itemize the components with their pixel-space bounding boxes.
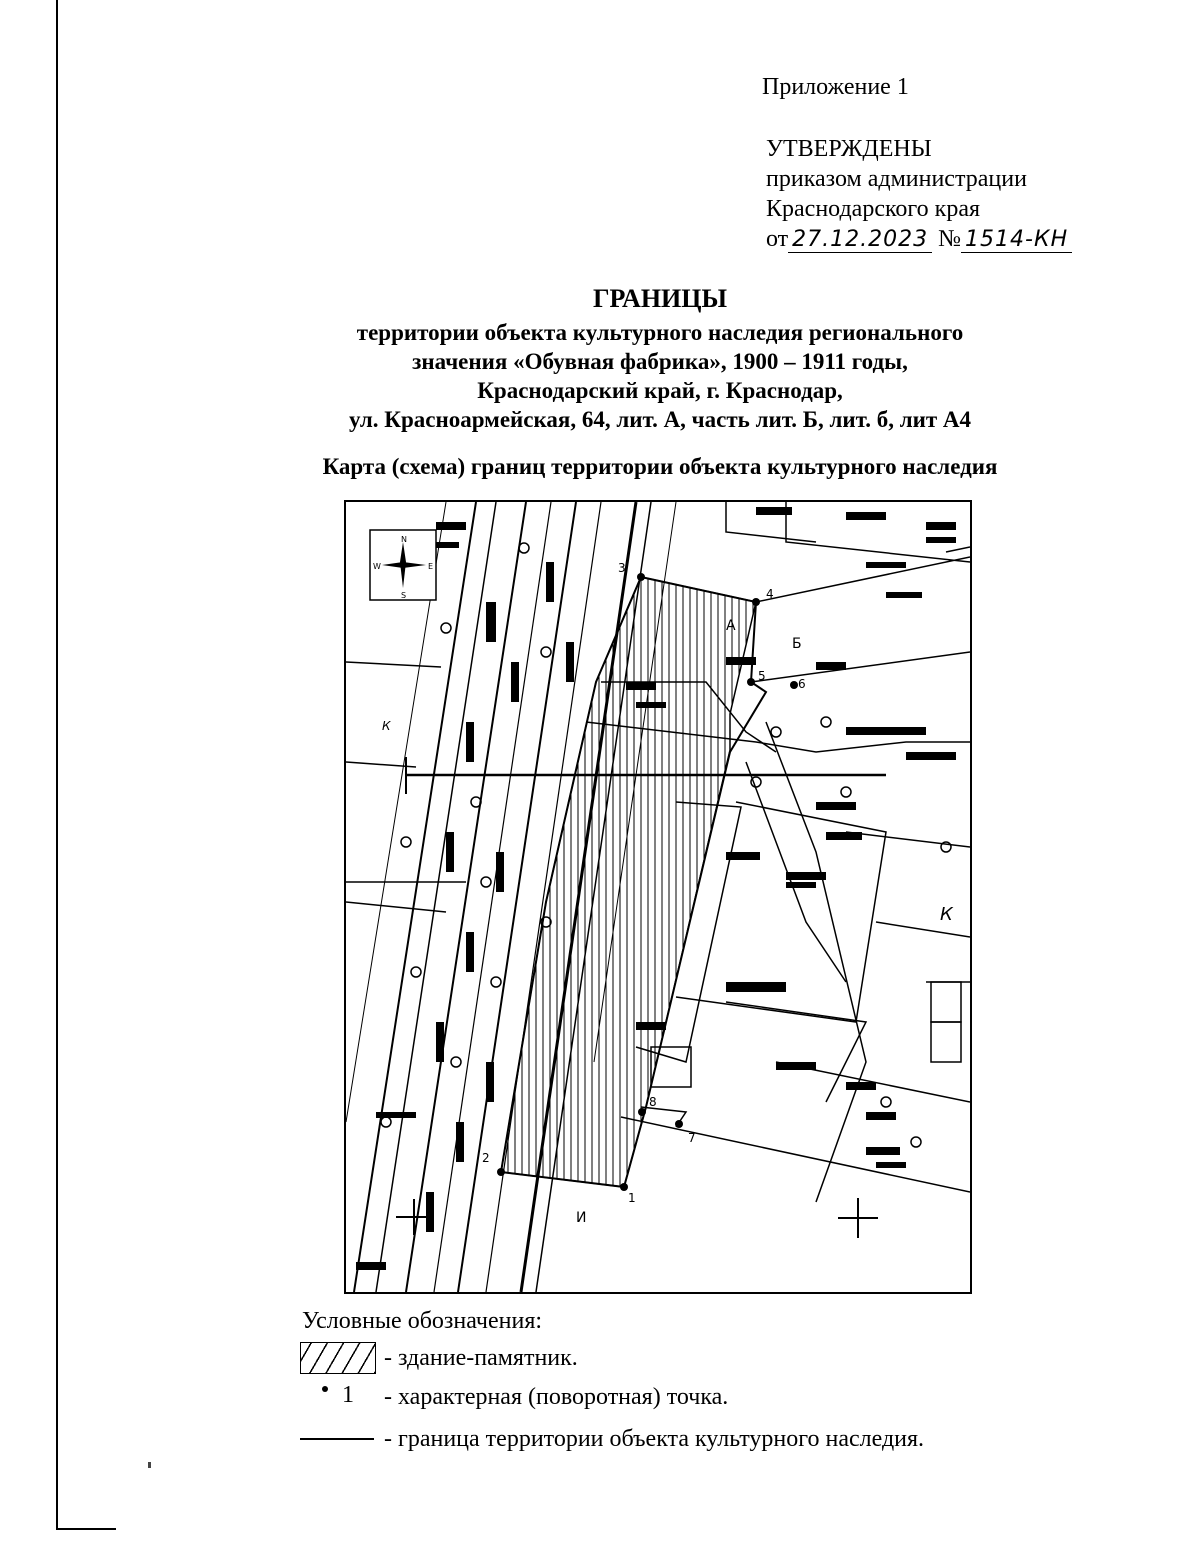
hatch-symbol — [300, 1342, 376, 1374]
point-label-4: 4 — [766, 587, 774, 601]
point-symbol-number: 1 — [342, 1382, 354, 1408]
line-symbol — [300, 1438, 374, 1440]
order-date-number — [766, 224, 1072, 254]
compass-n: N — [401, 535, 407, 544]
title-line-1: территории объекта культурного наследия регионального — [356, 320, 964, 345]
approved-title: УТВЕРЖДЕНЫ — [766, 136, 932, 162]
legend-title: Условные обозначения: — [302, 1308, 543, 1334]
page-edge — [56, 0, 58, 1530]
approval-block — [766, 134, 1072, 254]
document-title — [200, 284, 1120, 434]
point-label-5: 5 — [758, 669, 766, 683]
point-label-7: 7 — [688, 1131, 696, 1145]
map-caption: Карта (схема) границ территории объекта культурного наследия — [322, 454, 998, 479]
compass-e: E — [428, 562, 434, 571]
number-prefix: № — [938, 226, 962, 252]
legend-item-boundary — [300, 1424, 924, 1454]
legend-text-point: - характерная (поворотная) точка. — [384, 1383, 729, 1410]
legend-item-monument — [300, 1342, 578, 1374]
appendix-label: Приложение 1 — [762, 74, 909, 100]
map-drawing — [346, 502, 970, 1292]
approved-line-2: Краснодарского края — [766, 196, 981, 222]
legend-text-monument: - здание-памятник. — [384, 1344, 578, 1371]
point-label-6: 6 — [798, 677, 806, 691]
order-number: 1514-КН — [961, 228, 1072, 253]
compass-s: S — [401, 591, 407, 600]
point-label-1: 1 — [628, 1191, 636, 1205]
point-label-2: 2 — [482, 1151, 490, 1165]
title-main: ГРАНИЦЫ — [592, 284, 728, 313]
point-label-3: 3 — [618, 561, 626, 575]
title-line-3: Краснодарский край, г. Краснодар, — [477, 378, 843, 403]
compass-rose — [370, 530, 436, 600]
area-label-k-small: К — [382, 719, 391, 733]
area-label-a: А — [726, 618, 736, 634]
legend-text-boundary: - граница территории объекта культурного наследия. — [384, 1425, 925, 1452]
area-label-k: К — [940, 904, 953, 925]
point-symbol — [300, 1382, 374, 1412]
scan-speck — [148, 1462, 151, 1468]
monument-building — [501, 577, 756, 1187]
legend-item-point — [300, 1382, 728, 1412]
area-label-i: И — [576, 1210, 587, 1226]
approved-line-1: приказом администрации — [766, 166, 1027, 192]
boundary-map — [344, 500, 972, 1294]
page-edge-bottom — [56, 1528, 116, 1530]
date-prefix: от — [766, 226, 789, 252]
title-line-4: ул. Красноармейская, 64, лит. А, часть лит. Б, лит. б, лит А4 — [348, 407, 972, 432]
order-date: 27.12.2023 — [788, 228, 932, 253]
title-line-2: значения «Обувная фабрика», 1900 – 1911 годы, — [412, 349, 908, 374]
compass-w: W — [373, 562, 381, 571]
area-label-b: Б — [792, 636, 802, 652]
point-label-8: 8 — [649, 1095, 657, 1109]
